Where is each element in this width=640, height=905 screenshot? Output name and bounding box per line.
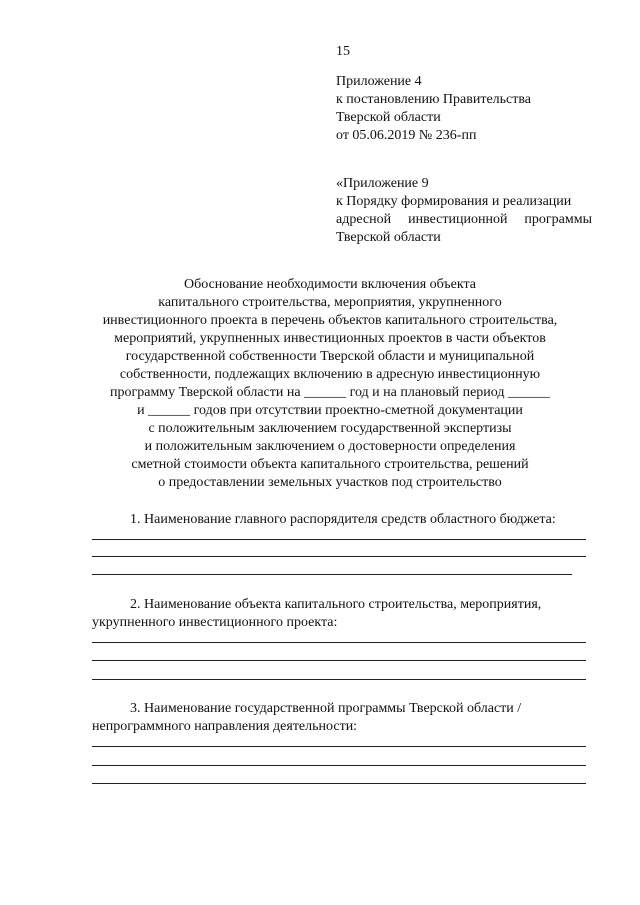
title-line: и ______ годов при отсутствии проектно-сметной документации	[137, 403, 523, 418]
fill-line	[92, 679, 586, 680]
title-line: с положительным заключением государственной экспертизы	[148, 421, 512, 436]
title-line: о предоставлении земельных участков под строительство	[158, 475, 502, 490]
title-line: капитального строительства, мероприятия, укрупненного	[158, 295, 502, 310]
document-title	[82, 276, 578, 492]
page-number: 15	[336, 44, 350, 59]
annex-main-line: от 05.06.2019 № 236-пп	[336, 128, 477, 143]
fill-line	[92, 574, 572, 575]
section-2-heading	[92, 596, 588, 632]
annex-sub-word: инвестиционной	[408, 212, 508, 227]
fill-line	[92, 765, 586, 766]
fill-line	[92, 783, 586, 784]
section-1-heading	[92, 511, 588, 529]
title-line: инвестиционного проекта в перечень объектов капитального строительства,	[102, 313, 558, 328]
annex-main-line: Приложение 4	[336, 74, 422, 89]
title-line: программу Тверской области на ______ год и на плановый период ______	[110, 385, 550, 400]
fill-line	[92, 660, 586, 661]
title-line: государственной собственности Тверской области и муниципальной	[125, 349, 535, 364]
annex-main-line: Тверской области	[336, 110, 441, 125]
annex-main-block	[336, 73, 531, 145]
section-heading-line: 1. Наименование главного распорядителя средств областного бюджета:	[130, 512, 556, 527]
annex-sub-line: к Порядку формирования и реализации	[336, 194, 572, 209]
fill-line	[92, 746, 586, 747]
title-line: собственности, подлежащих включению в адресную инвестиционную	[119, 367, 541, 382]
fill-line	[92, 539, 586, 540]
annex-sub-word: адресной	[336, 212, 392, 227]
annex-sub-line-justified	[336, 211, 592, 229]
title-line: Обоснование необходимости включения объекта	[184, 277, 476, 292]
section-heading-line: 3. Наименование государственной программы Тверской области /	[130, 701, 522, 716]
annex-main-line: к постановлению Правительства	[336, 92, 532, 107]
title-line: мероприятий, укрупненных инвестиционных проектов в части объектов	[114, 331, 546, 346]
title-line: и положительным заключением о достоверности определения	[144, 439, 516, 454]
fill-line	[92, 556, 586, 557]
annex-sub-line: «Приложение 9	[336, 176, 429, 191]
section-heading-line: 2. Наименование объекта капитального строительства, мероприятия,	[130, 597, 542, 612]
section-heading-line: непрограммного направления деятельности:	[92, 719, 358, 734]
fill-line	[92, 642, 586, 643]
section-3-heading	[92, 700, 588, 736]
annex-sub-word: программы	[524, 212, 592, 227]
title-line: сметной стоимости объекта капитального строительства, решений	[131, 457, 529, 472]
annex-sub-block	[336, 175, 592, 247]
annex-sub-line: Тверской области	[336, 230, 441, 245]
section-heading-line: укрупненного инвестиционного проекта:	[92, 615, 338, 630]
